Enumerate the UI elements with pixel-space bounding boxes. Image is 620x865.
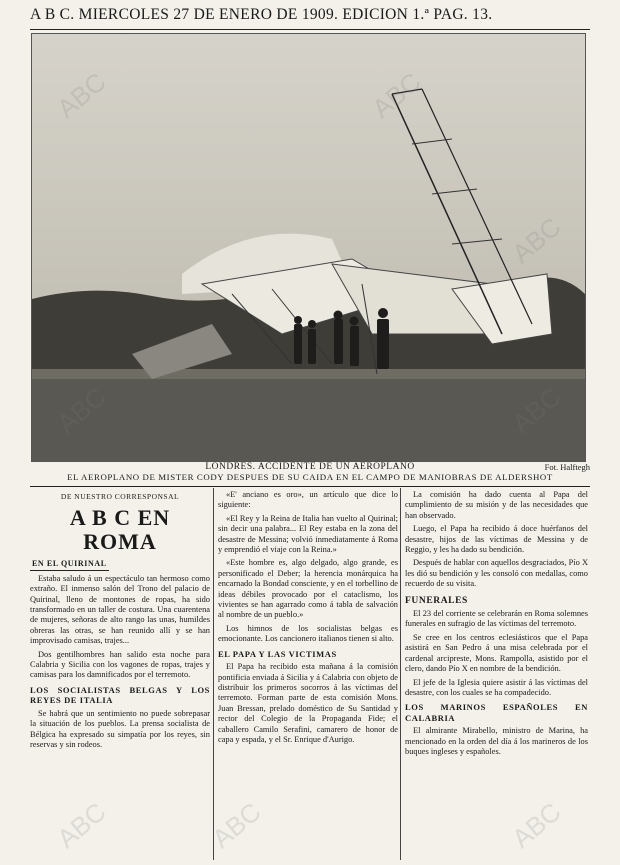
article-column-2: [218, 490, 398, 860]
paragraph: «Este hombre es, algo delgado, algo grande, es personificado el Deber; la herencia monárquica ha encarnado la Bondad consciente, y en el torbellino de ideas débiles provocado por el cataclismo, los vivientes se han agarrado como á tabla de salvación al nombre de un pueblo.»: [218, 558, 398, 620]
watermark: ABC: [51, 796, 112, 854]
paragraph: Dos gentilhombres han salido esta noche para Calabria y Sicilia con los vagones de ropas, trajes y camisas para los damnificados por el terremoto.: [30, 649, 210, 680]
paragraph: Luego, el Papa ha recibido á doce huérfanos del desastre, hijos de las víctimas de Messina y de Reggio, y les ha dado su bendición.: [405, 524, 588, 555]
paragraph: El Papa ha recibido esta mañana á la comisión pontificia enviada á Sicilia y á Calabria con objeto de distribuir los primeros socorros á las víctimas del terremoto. Forman parte de esta comisión Mons. Juan Bressan, prelado doméstico de Su Santidad y rector del Colegio de la Propaganda Fide; el caballero Camilo Serafini, camarero de honor de capa y espada, y el Sr. Enrique d'Aurigo.: [218, 662, 398, 744]
paragraph: Se habrá que un sentimiento no puede sobrepasar la situación de los pueblos. La prensa socialista de Bélgica ha expresado su simpatía por los reyes, sin reservas y sin rodeos.: [30, 708, 210, 749]
photo-credit: Fot. Halftegh: [544, 462, 590, 472]
aeroplane-photo: [31, 33, 586, 462]
section-heading-marinos: LOS MARINOS ESPAÑOLES EN CALABRIA: [405, 702, 588, 723]
section-heading-funerales: FUNERALES: [405, 595, 468, 606]
photo-illustration: [32, 34, 585, 461]
paragraph: Los himnos de los socialistas belgas es emocionante. Los cancionero italianos tienen si alto.: [218, 623, 398, 644]
caption-rule: [30, 486, 590, 487]
paragraph: Estaba saludo á un espectáculo tan hermoso como extraño. El inmenso salón del Trono del palacio de Quirinal, lleno de montones de ropas, ha sido transformado en un taller de costura. Una cuarentena de mujeres, señoras de alto rango las unas, humildes obreras las otras, se han reunido allí y se han improvisado camisas, trajes...: [30, 573, 210, 646]
section-heading-papa: EL PAPA Y LAS VICTIMAS: [218, 648, 337, 659]
caption-title-text: LONDRES. ACCIDENTE DE UN AEROPLANO: [205, 462, 415, 472]
page-header: [30, 6, 590, 28]
paragraph: Después de hablar con aquellos desgraciados, Pío X les dió su bendición y les consoló con medallas, como recuerdo de su visita.: [405, 558, 588, 589]
header-text: A B C. MIERCOLES 27 DE ENERO DE 1909. EDICION 1.ª PAG. 13.: [30, 6, 493, 23]
paragraph: La comisión ha dado cuenta al Papa del cumplimiento de su misión y de las necesidades que han observado.: [405, 490, 588, 520]
paragraph: El almirante Mirabello, ministro de Marina, ha mencionado en la orden del día á los marineros de los buques ingleses y españoles.: [405, 726, 588, 756]
section-heading-quirinal-text: EN EL QUIRINAL: [30, 559, 109, 570]
article-column-1: [30, 490, 210, 860]
section-heading-quirinal: [30, 559, 210, 570]
watermark: ABC: [206, 796, 267, 854]
watermark: ABC: [506, 796, 567, 854]
photo-caption-subtitle: EL AEROPLANO DE MISTER CODY DESPUES DE SU CAIDA EN EL CAMPO DE MANIOBRAS DE ALDERSHOT: [67, 472, 553, 482]
column-divider: [400, 488, 401, 860]
paragraph: El 23 del corriente se celebrarán en Roma solemnes funerales en sufragio de las víctimas del terremoto.: [405, 609, 588, 629]
article-column-3: [405, 490, 588, 860]
byline: DE NUESTRO CORRESPONSAL: [60, 492, 180, 501]
paragraph: Se cree en los centros eclesiásticos que el Papa asistirá en San Pedro á una misa celebrada por el cardenal arcipreste, Mons. Rampolla, asistido por el clero, dando Pío X en nombre de la bendición.: [405, 632, 588, 674]
column-divider: [213, 488, 214, 860]
paragraph: «El Rey y la Reina de Italia han vuelto al Quirinal; sin decir una palabra... El Rey estaba en la zona del desastre de Messina; volvió inmediatamente á Roma y emprendió el viaje con la Reina.»: [218, 513, 398, 555]
article-title: A B C EN ROMA: [69, 505, 171, 555]
paragraph: El jefe de la Iglesia quiere asistir á las víctimas del desastre, con los cuales se ha compadecido.: [405, 677, 588, 697]
section-heading-socialistas: LOS SOCIALISTAS BELGAS Y LOS REYES DE ITALIA: [30, 684, 210, 706]
header-rule: [30, 29, 590, 30]
paragraph: «E' anciano es oro», un artículo que dice lo siguiente:: [218, 490, 398, 510]
